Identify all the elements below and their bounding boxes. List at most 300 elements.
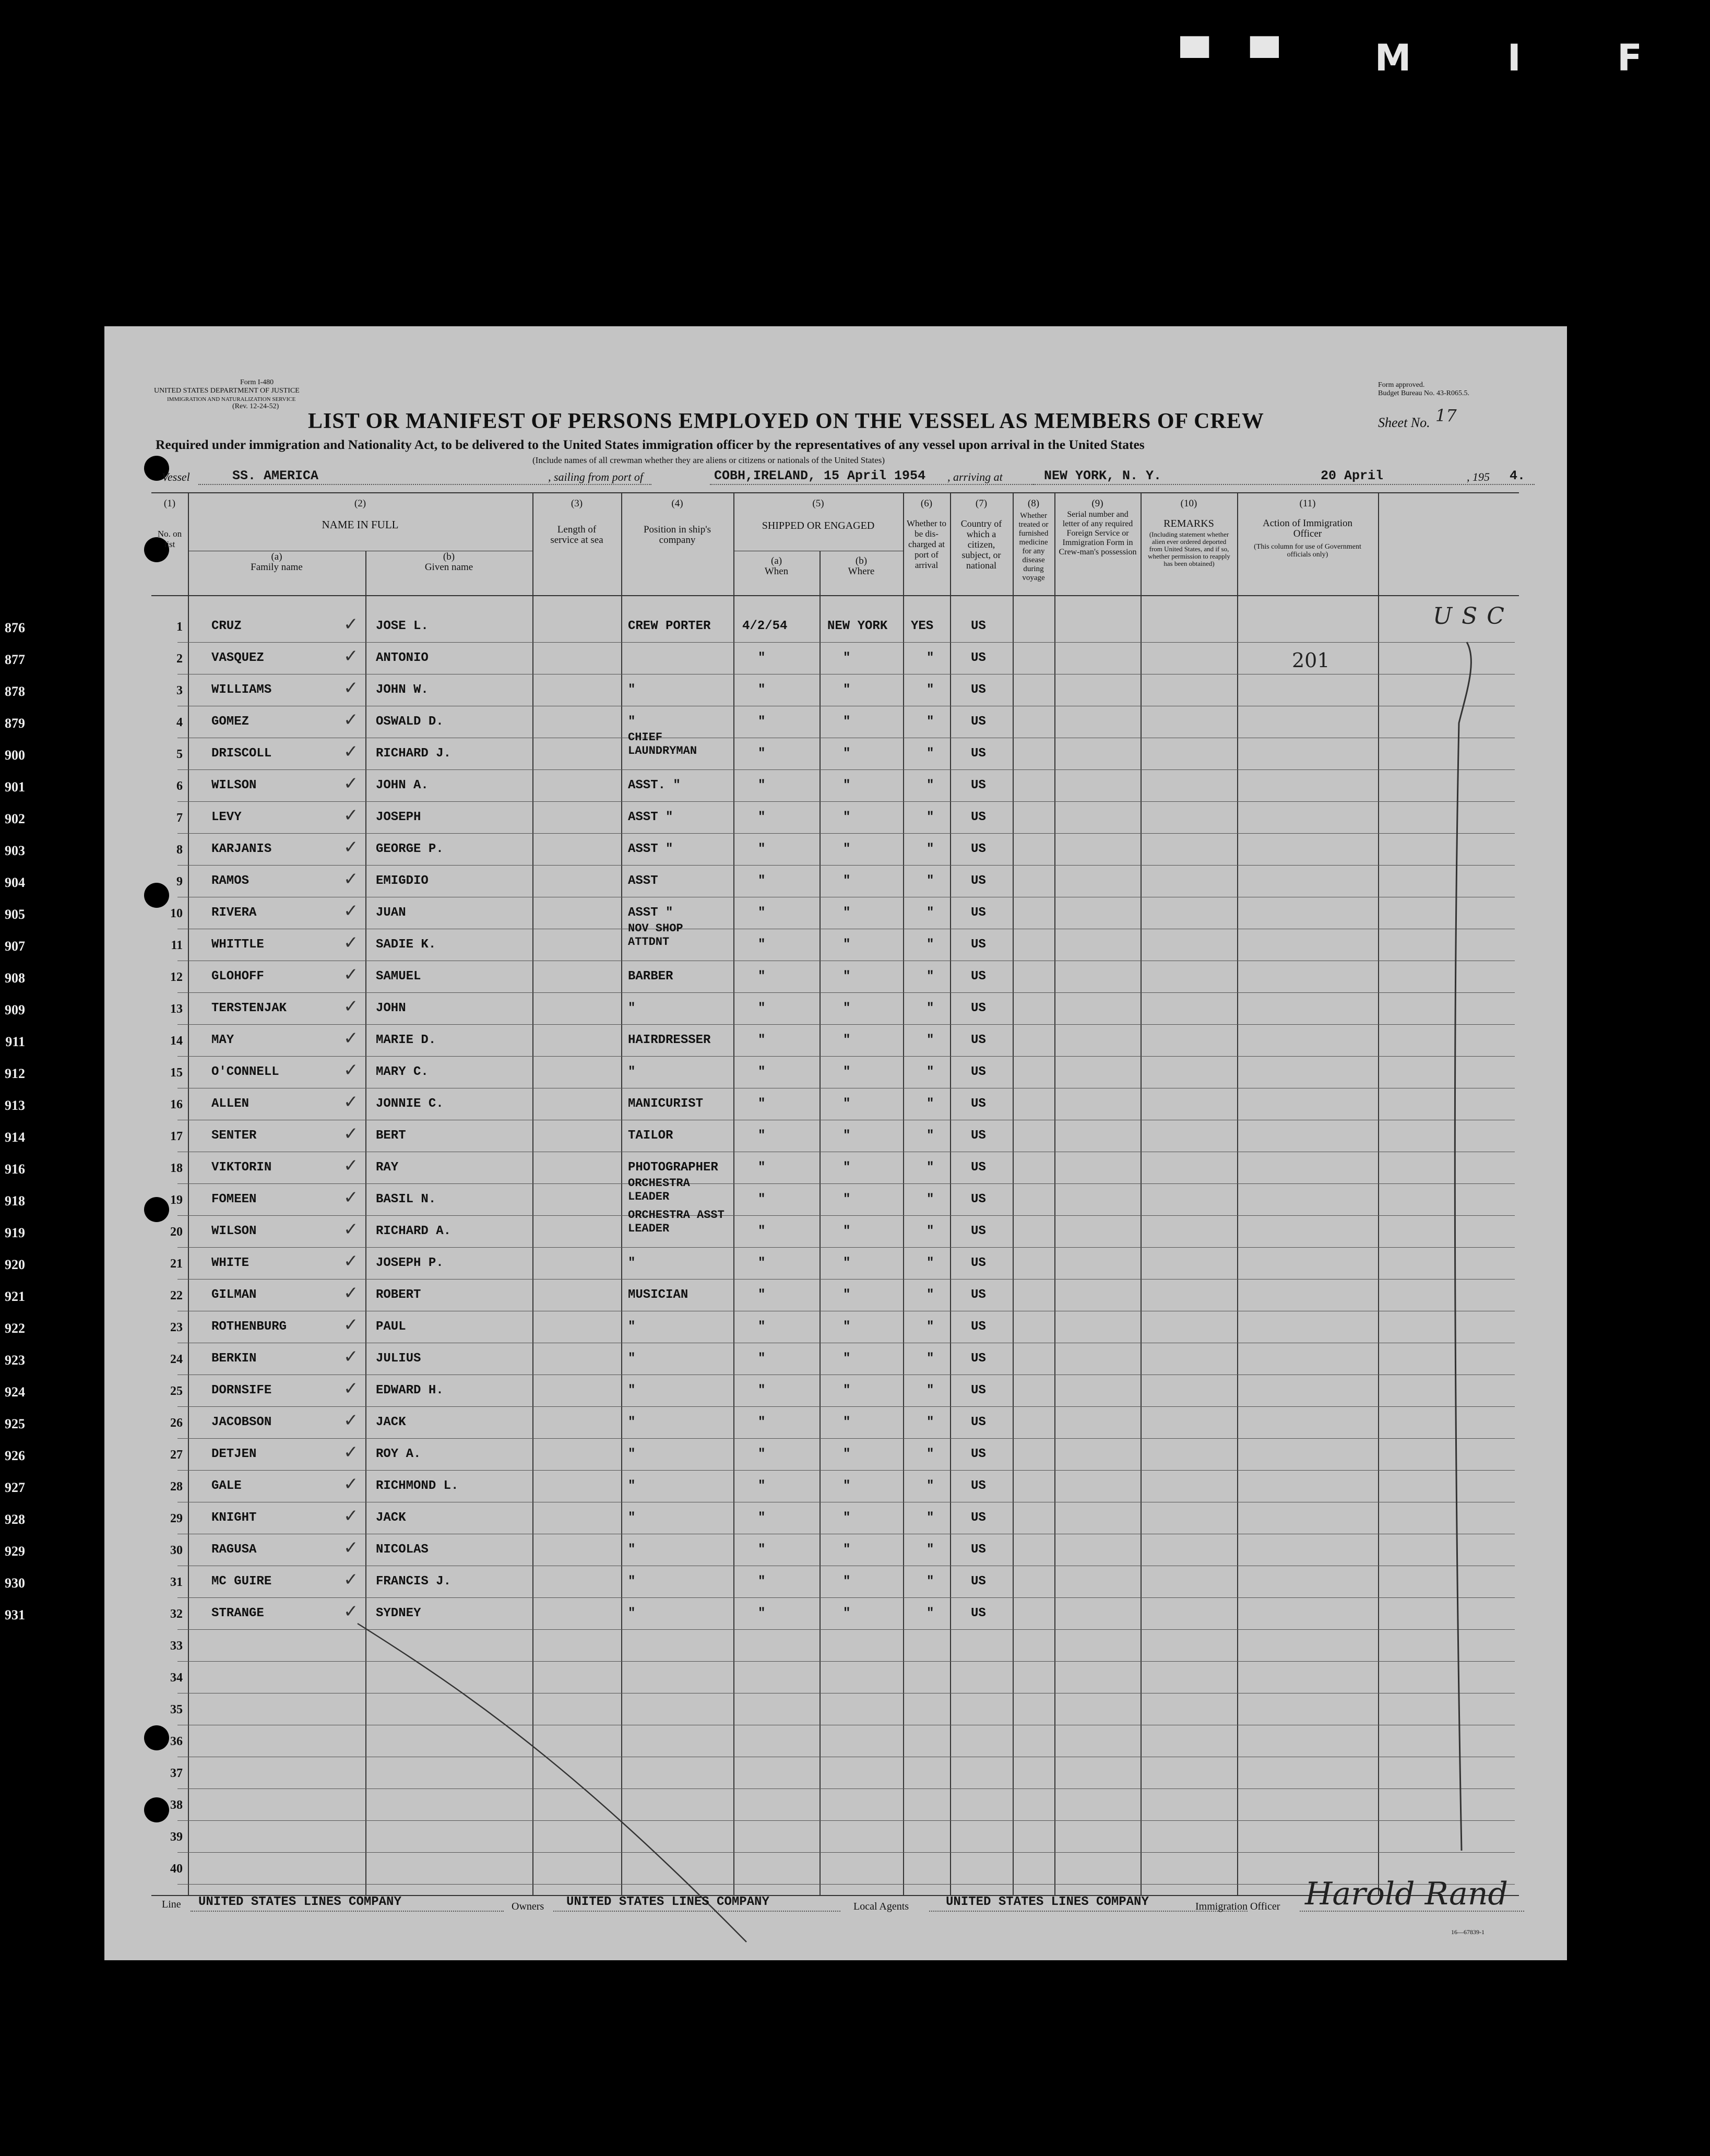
cell-discharged: " [927, 1415, 934, 1429]
margin-number: 925 [5, 1416, 25, 1431]
row-number: 14 [170, 1034, 183, 1048]
cell-given: PAUL [376, 1320, 406, 1334]
cell-family: RIVERA [211, 906, 257, 920]
cell-position: ORCHESTRA ASST LEADER [628, 1209, 725, 1235]
sheet-label: Sheet No. [1378, 415, 1430, 430]
cell-where: " [843, 810, 851, 824]
cell-family: GLOHOFF [211, 969, 264, 984]
cell-when: " [758, 1129, 766, 1143]
cell-when: " [758, 747, 766, 761]
cell-where: " [843, 1447, 851, 1461]
service: IMMIGRATION AND NATURALIZATION SERVICE [167, 396, 296, 402]
row-number: 11 [171, 939, 183, 952]
col-discharged: Whether to be dis-charged at port of arrival [907, 518, 946, 570]
cell-discharged: " [927, 1192, 934, 1206]
cell-given: RICHMOND L. [376, 1479, 459, 1493]
cell-family: GILMAN [211, 1288, 257, 1302]
cell-given: RICHARD J. [376, 747, 452, 761]
cell-family: KARJANIS [211, 842, 272, 856]
cell-country: US [971, 778, 986, 792]
cell-given: JOHN [376, 1001, 406, 1015]
margin-number: 902 [5, 811, 25, 826]
cell-when: " [758, 1001, 766, 1015]
cell-family: TERSTENJAK [211, 1001, 287, 1015]
year-suffix: 4. [1510, 468, 1526, 483]
cell-country: US [971, 1288, 986, 1302]
officer-label: Immigration Officer [1195, 1901, 1280, 1912]
cell-position: " [628, 1256, 636, 1270]
margin-number: 921 [5, 1289, 25, 1304]
cell-given: RAY [376, 1160, 399, 1175]
cell-when: " [758, 1606, 766, 1620]
cell-given: JOSEPH [376, 810, 421, 824]
cell-country: US [971, 1479, 986, 1493]
cell-family: DETJEN [211, 1447, 257, 1461]
cell-position: NOV SHOP ATTDNT [628, 922, 683, 949]
check-mark-icon: ✓ [343, 1219, 359, 1240]
cell-given: JACK [376, 1415, 406, 1429]
cell-given: JONNIE C. [376, 1097, 444, 1111]
cell-country: US [971, 1383, 986, 1397]
cell-where: " [843, 1160, 851, 1175]
col-serial-number: Serial number and letter of any required Foreign Service or Immigration Form in Crew-man's possession [1059, 510, 1137, 556]
row-number: 3 [176, 684, 183, 697]
cell-discharged: " [927, 969, 934, 984]
cell-country: US [971, 1606, 986, 1620]
agents-company: UNITED STATES LINES COMPANY [946, 1895, 1149, 1909]
col5a-number: (a) [770, 555, 782, 566]
cell-family: DORNSIFE [211, 1383, 272, 1397]
cell-when: " [758, 969, 766, 984]
row-number: 22 [170, 1289, 183, 1302]
cell-family: LEVY [211, 810, 242, 824]
margin-number: 918 [5, 1193, 25, 1209]
row-number: 8 [176, 843, 183, 857]
cell-family: WILLIAMS [211, 683, 272, 697]
col-remarks: REMARKS [1163, 518, 1214, 529]
cell-discharged: " [927, 1033, 934, 1047]
cell-family: MC GUIRE [211, 1574, 272, 1589]
cell-country: US [971, 1447, 986, 1461]
row-number: 29 [170, 1512, 183, 1525]
row-number: 23 [170, 1321, 183, 1334]
margin-number: 926 [5, 1448, 25, 1463]
cell-given: ANTONIO [376, 651, 429, 665]
cell-family: WILSON [211, 1224, 257, 1238]
cell-where: " [843, 906, 851, 920]
cell-family: GOMEZ [211, 715, 250, 729]
sailing-label: , sailing from port of [548, 470, 643, 483]
cell-when: " [758, 810, 766, 824]
cell-where: " [843, 1352, 851, 1366]
form-number: Form I-480 [240, 378, 274, 386]
row-number: 28 [170, 1480, 183, 1494]
col5b-number: (b) [855, 555, 868, 566]
row-number: 40 [170, 1862, 183, 1876]
col-treated: Whether treated or furnished medicine for any disease during voyage [1018, 512, 1049, 582]
row-number: 33 [170, 1639, 183, 1653]
cell-position: MUSICIAN [628, 1288, 688, 1302]
margin-number: 878 [5, 684, 25, 699]
cell-position: ASST " [628, 906, 673, 920]
row-number: 16 [170, 1098, 183, 1111]
cell-given: JOSE L. [376, 619, 429, 633]
row-number: 27 [170, 1448, 183, 1462]
cell-family: RAGUSA [211, 1543, 257, 1557]
check-mark-icon: ✓ [343, 1474, 359, 1495]
cell-discharged: " [927, 651, 934, 665]
revision: (Rev. 12-24-52) [232, 402, 279, 410]
margin-number: 931 [5, 1607, 25, 1622]
cell-when: " [758, 1033, 766, 1047]
check-mark-icon: ✓ [343, 837, 359, 858]
cell-country: US [971, 1192, 986, 1206]
cell-position: " [628, 715, 636, 729]
col-remarks-note: (Including statement whether alien ever ordered deported from United States, and if so, whether permission to reapply has been obtained) [1148, 530, 1230, 567]
row-number: 13 [170, 1002, 183, 1016]
include-note: (Include names of all crewman whether they are aliens or citizens or nationals of the United States) [532, 455, 885, 465]
cell-discharged: " [927, 1511, 934, 1525]
col-where: Where [848, 566, 875, 577]
cell-country: US [971, 651, 986, 665]
subtitle: Required under immigration and Nationality Act, to be delivered to the United States immigration officer by the representatives of any vessel upon arrival in the United States [156, 437, 1145, 452]
margin-number: 908 [5, 970, 25, 986]
cell-given: SYDNEY [376, 1606, 421, 1620]
cell-given: JACK [376, 1511, 406, 1525]
margin-number: 919 [5, 1225, 25, 1240]
cell-position: TAILOR [628, 1129, 673, 1143]
cell-family: CRUZ [211, 619, 242, 633]
col3-number: (3) [571, 498, 583, 509]
row-number: 34 [170, 1671, 183, 1685]
officer-signature: Harold Rand [1305, 1876, 1508, 1912]
cell-discharged: " [927, 715, 934, 729]
col-when: When [764, 566, 789, 577]
margin-number: 900 [5, 748, 25, 763]
cell-given: JOSEPH P. [376, 1256, 444, 1270]
cell-when: " [758, 1574, 766, 1589]
arrival-date: 20 April [1321, 468, 1384, 483]
col-position: Position in ship's company [643, 524, 711, 546]
cell-where: " [843, 1479, 851, 1493]
cell-country: US [971, 1415, 986, 1429]
margin-number: 913 [5, 1098, 25, 1113]
cell-given: OSWALD D. [376, 715, 444, 729]
cell-position: " [628, 1543, 636, 1557]
department: UNITED STATES DEPARTMENT OF JUSTICE [154, 387, 300, 395]
remark-201: 201 [1292, 649, 1330, 672]
cell-when: " [758, 1097, 766, 1111]
margin-number: 930 [5, 1575, 25, 1591]
check-mark-icon: ✓ [343, 646, 359, 667]
cell-family: VIKTORIN [211, 1160, 272, 1175]
cell-discharged: " [927, 1574, 934, 1589]
cell-given: JUAN [376, 906, 406, 920]
cell-position: " [628, 1352, 636, 1366]
cell-discharged: " [927, 778, 934, 792]
cell-when: " [758, 842, 766, 856]
cell-when: " [758, 1256, 766, 1270]
cell-country: US [971, 938, 986, 952]
check-mark-icon: ✓ [343, 869, 359, 890]
margin-number: 911 [5, 1034, 25, 1049]
cell-country: US [971, 906, 986, 920]
margin-number: 901 [5, 779, 25, 795]
cell-given: EDWARD H. [376, 1383, 444, 1397]
cell-country: US [971, 1574, 986, 1589]
row-number: 35 [170, 1703, 183, 1716]
row-number: 19 [170, 1193, 183, 1207]
cell-position: " [628, 1479, 636, 1493]
cell-country: US [971, 1097, 986, 1111]
check-mark-icon: ✓ [343, 741, 359, 762]
cell-when: " [758, 651, 766, 665]
cell-discharged: " [927, 810, 934, 824]
cell-when: " [758, 938, 766, 952]
vessel-label: Vessel [162, 470, 190, 483]
check-mark-icon: ✓ [343, 1028, 359, 1049]
cell-position: " [628, 1574, 636, 1589]
row-number: 2 [176, 652, 183, 666]
cell-country: US [971, 810, 986, 824]
row-number: 1 [176, 620, 183, 634]
row-number: 32 [170, 1607, 183, 1621]
row-number: 36 [170, 1735, 183, 1748]
cell-given: JULIUS [376, 1352, 421, 1366]
check-mark-icon: ✓ [343, 1601, 359, 1622]
cell-where: " [843, 1001, 851, 1015]
cell-where: " [843, 1606, 851, 1620]
cell-country: US [971, 715, 986, 729]
check-mark-icon: ✓ [343, 1506, 359, 1526]
check-mark-icon: ✓ [343, 805, 359, 826]
cell-given: RICHARD A. [376, 1224, 452, 1238]
row-number: 7 [176, 811, 183, 825]
cell-family: DRISCOLL [211, 747, 272, 761]
cell-family: MAY [211, 1033, 234, 1047]
cell-where: " [843, 1224, 851, 1238]
cell-where: " [843, 969, 851, 984]
cell-discharged: " [927, 1383, 934, 1397]
cell-discharged: " [927, 1447, 934, 1461]
check-mark-icon: ✓ [343, 678, 359, 698]
cell-when: " [758, 1511, 766, 1525]
cell-where: " [843, 842, 851, 856]
row-number: 6 [176, 779, 183, 793]
margin-number: 928 [5, 1512, 25, 1527]
cell-discharged: " [927, 1129, 934, 1143]
page-title: LIST OR MANIFEST OF PERSONS EMPLOYED ON THE VESSEL AS MEMBERS OF CREW [308, 409, 1264, 433]
cell-discharged: " [927, 1065, 934, 1079]
cell-position: ASST [628, 874, 658, 888]
cell-where: " [843, 1415, 851, 1429]
check-mark-icon: ✓ [343, 1283, 359, 1304]
cell-discharged: " [927, 874, 934, 888]
margin-number: 879 [5, 716, 25, 731]
cell-position: ASST. " [628, 778, 681, 792]
cell-when: " [758, 1288, 766, 1302]
col-no-on-list: No. on list [157, 529, 182, 549]
cell-position: " [628, 1415, 636, 1429]
row-number: 37 [170, 1767, 183, 1780]
usc-annotation: USC [1433, 603, 1514, 630]
cell-where: " [843, 1033, 851, 1047]
cell-country: US [971, 842, 986, 856]
cell-discharged: " [927, 1352, 934, 1366]
cell-where: " [843, 1129, 851, 1143]
cell-given: JOHN A. [376, 778, 429, 792]
col7-number: (7) [975, 498, 988, 509]
margin-number: 927 [5, 1480, 25, 1495]
cell-given: JOHN W. [376, 683, 429, 697]
form-approval: Form approved. [1378, 381, 1425, 389]
cell-given: SADIE K. [376, 938, 436, 952]
cell-when: " [758, 1320, 766, 1334]
film-edge-marks: ▀▀ M I F [1180, 37, 1684, 79]
row-number: 31 [170, 1575, 183, 1589]
check-mark-icon: ✓ [343, 1314, 359, 1335]
cell-country: US [971, 1129, 986, 1143]
cell-family: WILSON [211, 778, 257, 792]
margin-number: 922 [5, 1321, 25, 1336]
cell-when: " [758, 1447, 766, 1461]
check-mark-icon: ✓ [343, 1155, 359, 1176]
row-number: 26 [170, 1416, 183, 1430]
col11-number: (11) [1299, 498, 1316, 509]
col9-number: (9) [1091, 498, 1103, 509]
row-number: 15 [170, 1066, 183, 1080]
cell-position: " [628, 683, 636, 697]
row-number: 24 [170, 1353, 183, 1366]
check-mark-icon: ✓ [343, 1442, 359, 1463]
cell-position: " [628, 1383, 636, 1397]
row-number: 4 [176, 716, 183, 729]
cell-position: ASST " [628, 842, 673, 856]
check-mark-icon: ✓ [343, 1060, 359, 1081]
cell-family: GALE [211, 1479, 242, 1493]
cell-family: FOMEEN [211, 1192, 257, 1206]
owners-label: Owners [512, 1901, 544, 1912]
cell-family: RAMOS [211, 874, 250, 888]
cell-where: " [843, 1574, 851, 1589]
col2b-number: (b) [443, 551, 455, 562]
cell-family: ALLEN [211, 1097, 250, 1111]
cell-when: " [758, 1543, 766, 1557]
col5-number: (5) [812, 498, 824, 509]
cell-where: " [843, 715, 851, 729]
margin-number: 924 [5, 1384, 25, 1400]
cell-family: JACOBSON [211, 1415, 272, 1429]
cell-when: " [758, 715, 766, 729]
departure-port: COBH,IRELAND, 15 April 1954 [714, 468, 926, 483]
col10-number: (10) [1180, 498, 1197, 509]
cell-where: " [843, 1192, 851, 1206]
cell-when: " [758, 1192, 766, 1206]
cell-position: PHOTOGRAPHER [628, 1160, 718, 1175]
row-number: 21 [170, 1257, 183, 1271]
cell-where: " [843, 1320, 851, 1334]
cell-position: CREW PORTER [628, 619, 711, 633]
cell-given: MARY C. [376, 1065, 429, 1079]
cell-when: " [758, 778, 766, 792]
cell-given: BASIL N. [376, 1192, 436, 1206]
cell-position: " [628, 1065, 636, 1079]
cell-discharged: " [927, 1288, 934, 1302]
cell-country: US [971, 747, 986, 761]
row-number: 5 [176, 748, 183, 761]
check-mark-icon: ✓ [343, 1123, 359, 1144]
col1-number: (1) [163, 498, 176, 509]
col2-number: (2) [354, 498, 366, 509]
cell-discharged: " [927, 1606, 934, 1620]
col-given-name: Given name [424, 562, 473, 573]
row-number: 9 [176, 875, 183, 889]
cell-given: NICOLAS [376, 1543, 429, 1557]
cell-discharged: " [927, 1479, 934, 1493]
check-mark-icon: ✓ [343, 1187, 359, 1208]
cell-family: SENTER [211, 1129, 257, 1143]
cell-position: HAIRDRESSER [628, 1033, 711, 1047]
cell-when: " [758, 1383, 766, 1397]
cell-where: " [843, 683, 851, 697]
margin-number: 920 [5, 1257, 25, 1272]
margin-number: 916 [5, 1162, 25, 1177]
cell-family: WHITTLE [211, 938, 264, 952]
sheet-number: 17 [1435, 406, 1457, 425]
cell-family: BERKIN [211, 1352, 257, 1366]
cell-family: O'CONNELL [211, 1065, 279, 1079]
check-mark-icon: ✓ [343, 1410, 359, 1431]
margin-number: 903 [5, 843, 25, 858]
col-action-of-officer: Action of Immigration Officer [1262, 518, 1353, 539]
cell-family: WHITE [211, 1256, 250, 1270]
cell-position: BARBER [628, 969, 673, 984]
agents-label: Local Agents [853, 1901, 909, 1912]
cell-country: US [971, 1352, 986, 1366]
cell-given: EMIGDIO [376, 874, 429, 888]
cell-discharged: " [927, 906, 934, 920]
cell-discharged: " [927, 1160, 934, 1175]
cell-where: NEW YORK [827, 619, 888, 633]
margin-number: 923 [5, 1353, 25, 1368]
cell-when: " [758, 874, 766, 888]
margin-number: 912 [5, 1066, 25, 1081]
cell-discharged: " [927, 747, 934, 761]
cell-where: " [843, 1065, 851, 1079]
cell-given: GEORGE P. [376, 842, 444, 856]
col-shipped-or-engaged: SHIPPED OR ENGAGED [762, 520, 875, 531]
col-action-note: (This column for use of Government officials only) [1254, 543, 1361, 559]
col-name-in-full: NAME IN FULL [322, 518, 399, 531]
row-number: 30 [170, 1544, 183, 1557]
cell-given: ROBERT [376, 1288, 421, 1302]
margin-number: 909 [5, 1002, 25, 1017]
cell-where: " [843, 778, 851, 792]
year-prefix: , 195 [1467, 470, 1490, 483]
cell-discharged: " [927, 683, 934, 697]
cell-when: " [758, 1415, 766, 1429]
cell-when: " [758, 1479, 766, 1493]
cell-given: MARIE D. [376, 1033, 436, 1047]
check-mark-icon: ✓ [343, 964, 359, 985]
row-number: 20 [170, 1225, 183, 1239]
margin-number: 877 [5, 652, 25, 667]
check-mark-icon: ✓ [343, 996, 359, 1017]
cell-given: ROY A. [376, 1447, 421, 1461]
cell-where: " [843, 747, 851, 761]
margin-number: 907 [5, 939, 25, 954]
check-mark-icon: ✓ [343, 1569, 359, 1590]
